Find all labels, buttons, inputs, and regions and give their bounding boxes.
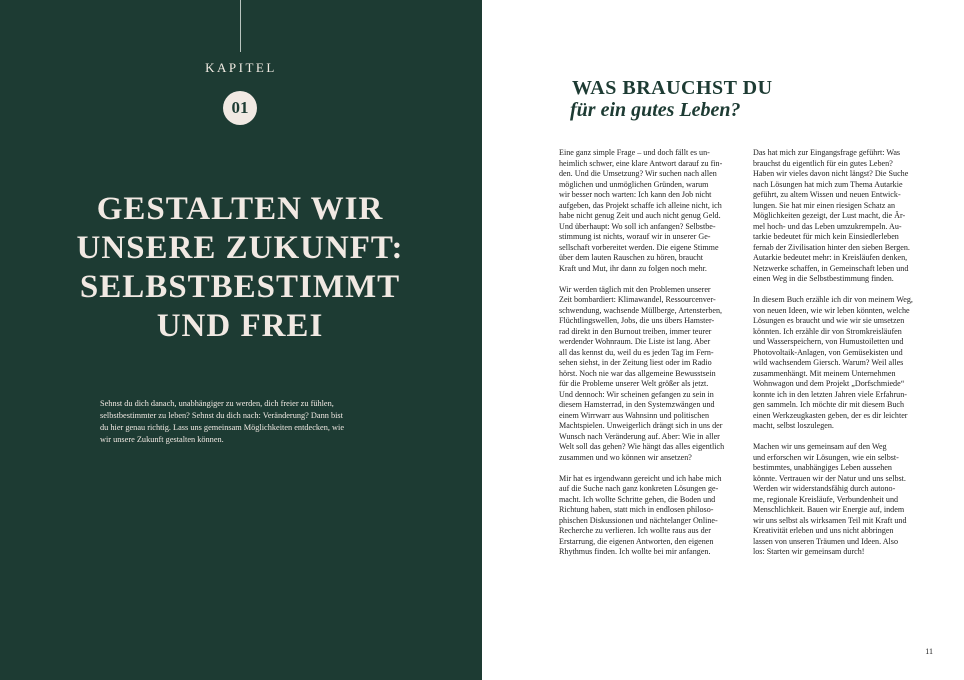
body-text-line: Welt soll das gehen? Wie hängt das alles eigentlich <box>559 442 725 451</box>
body-text-line: nach Lösungen hat mich zum Thema Autarkie <box>753 179 903 189</box>
body-text-line: Eine ganz simple Frage – und doch fällt es un- <box>559 148 710 157</box>
body-text-line: schwendung, wachsende Müllberge, Artensterben, <box>559 305 723 315</box>
body-text-line: und erforschen wir Lösungen, wie ein selbst- <box>753 452 899 462</box>
body-text-line: aufgeben, das Projekt schaffe ich alleine nicht, ich <box>559 200 722 210</box>
body-text-line: macht. Ich wollte Schritte gehen, die Boden und <box>559 494 716 504</box>
body-text-line: den. Und die Umsetzung? Wir suchen nach allen <box>559 169 717 178</box>
body-text-line: mel hoch- und das Leben umzukrempeln. Au- <box>753 221 902 231</box>
body-text-line: Zeit bombardiert: Klimawandel, Ressourcenver- <box>559 295 716 304</box>
body-text-line: los: Starten wir gemeinsam durch! <box>753 547 865 556</box>
body-text-line: Kraft und Mut, ihr dann zu folgen noch mehr. <box>559 263 707 273</box>
body-text-line: diesem Hamsterrad, in den Systemzwängen und <box>559 400 715 409</box>
body-text-line: Machen wir uns gemeinsam auf den Weg <box>753 442 887 451</box>
body-text-line: Und dennoch: Wir scheinen gefangen zu sein in <box>559 389 714 399</box>
body-text-line: einen Werkzeugkasten geben, der es dir leichter <box>753 410 908 420</box>
body-text-line: bestimmtes, unabhängiges Leben aussehen <box>753 463 892 472</box>
body-text-line: hörst. Noch nie war das allgemeine Bewusstsein <box>559 368 716 378</box>
body-text-line: Möglichkeiten gezeigt, der Lust macht, die Är- <box>753 211 906 220</box>
body-text-line: Photovoltaik-Anlagen, von Gemüsekisten und <box>753 347 903 357</box>
page-number: 11 <box>925 647 933 656</box>
body-text-line: Richtung haben, statt mich in endlosen philoso- <box>559 505 714 514</box>
body-text-line: konnte ich in den letzten Jahren viele Erfahrun- <box>753 389 907 399</box>
body-text-line: Das hat mich zur Eingangsfrage geführt: Was <box>753 148 901 157</box>
chapter-number-badge: 01 <box>223 91 257 125</box>
body-text-line: macht, selbst loszulegen. <box>753 421 834 430</box>
body-text-line: Lösungen es braucht und wie wir sie umsetzen <box>753 316 905 325</box>
body-text-line: Und überhaupt: Wo soll ich anfangen? Selbstbe- <box>559 221 716 231</box>
text-column-right <box>753 148 931 558</box>
body-text-line: wir uns selbst als wirksamen Teil mit Kraft und <box>753 515 907 525</box>
body-text-line: Wohnwagon und dem Projekt „Dorfschmiede“ <box>753 379 905 388</box>
chapter-title-line: GESTALTEN WIR <box>96 191 384 227</box>
chapter-title-line: UND FREI <box>156 308 324 344</box>
body-text-line: Wunsch nach Veränderung auf. Aber: Wie in aller <box>559 431 720 441</box>
body-text-line: einem Wirrwarr aus Wahnsinn und politischen <box>559 410 709 420</box>
body-text-line: lassen von unseren Träumen und Ideen. Also <box>753 536 898 546</box>
body-text-line: all das kennst du, weil du es jeden Tag im Fern- <box>559 347 714 357</box>
body-text-line: Netzwerke schaffen, in Gemeinschaft leben und <box>753 263 909 273</box>
body-text-line: lungen. Sie hat mir einen riesigen Schatz an <box>753 200 896 210</box>
body-text-line: habe nicht genug Zeit und auch nicht genug Geld. <box>559 211 721 220</box>
body-text-line: Wir werden täglich mit den Problemen unserer <box>559 284 711 294</box>
section-subheading: für ein gutes Leben? <box>570 99 741 121</box>
chapter-title <box>40 190 440 346</box>
body-text-line: brauchst du eigentlich für ein gutes Leben? <box>753 158 893 168</box>
intro-line: wir unsere Zukunft gestalten können. <box>100 435 224 444</box>
body-text-line: tarkie bedeutet für mich kein Einsiedlerleben <box>753 232 899 241</box>
intro-line: Sehnst du dich danach, unabhängiger zu werden, dich freier zu fühlen, <box>100 399 334 408</box>
body-text-line: Flüchtlingswellen, Jobs, die uns übers Hamster- <box>559 316 715 325</box>
section-heading: WAS BRAUCHST DU <box>572 77 773 99</box>
body-text-line: me, regionale Kreisläufe, Verbundenheit und <box>753 494 899 504</box>
body-text-line: möglichen und unmöglichen Gründen, warum <box>559 179 709 189</box>
body-text-line: phischen Diskussionen und nächtelanger Online- <box>559 515 718 525</box>
body-text-line: In diesem Buch erzähle ich dir von meinem Weg, <box>753 295 913 304</box>
body-text-line: Machtspielen. Unweigerlich drängt sich in uns der <box>559 421 723 430</box>
body-text-line: auf die Suche nach ganz konkreten Lösungen ge- <box>559 484 719 493</box>
body-text-line: einen Weg in die Selbstbestimmung finden. <box>753 274 894 283</box>
body-text-line: rad direkt in den Burnout treiben, immer teurer <box>559 326 712 336</box>
body-text-line: für die Probleme unserer Welt größer als jetzt. <box>559 379 709 388</box>
body-text-line: fernab der Zivilisation hinter den sieben Bergen. <box>753 242 910 252</box>
body-text-line: wir besser noch warten: Ich kann den Job nicht <box>559 190 712 199</box>
body-text-line: Menschlichkeit. Bauen wir Energie auf, indem <box>753 505 905 514</box>
body-text-line: Mir hat es irgendwann gereicht und ich habe mich <box>559 473 722 483</box>
paragraph-gap <box>753 432 931 443</box>
body-text-line: Rhythmus finden. Ich wollte bei mir anfangen. <box>559 547 711 556</box>
body-text-line: zusammen und wo können wir ansetzen? <box>559 452 692 462</box>
text-column-left <box>559 148 737 558</box>
body-text-line: zusammenhängt. Mit meinem Unternehmen <box>753 368 896 378</box>
body-text-line: Haben wir vieles davon nicht längst? Die Suche <box>753 169 909 178</box>
paragraph-gap <box>559 274 737 285</box>
chapter-title-line: SELBSTBESTIMMT <box>79 269 401 305</box>
chapter-title-line: UNSERE ZUKUNFT: <box>76 230 404 266</box>
intro-paragraph <box>100 398 384 446</box>
body-text-line: könnten. Ich erzähle dir von Stromkreisläufen <box>753 326 902 336</box>
body-text-line: heimlich schwer, eine klare Antwort darauf zu fin- <box>559 158 723 168</box>
body-text-line: von neuen Ideen, wie wir leben könnten, welche <box>753 305 910 315</box>
body-text-line: Autarkie bedeutet mehr: in Kreisläufen denken, <box>753 253 908 262</box>
body-text-line: geführt, zu altem Wissen und neuen Entwick- <box>753 190 901 199</box>
body-text-line: Erstarrung, die eigenen Antworten, den eigenen <box>559 536 714 546</box>
kapitel-label: KAPITEL <box>205 60 277 75</box>
body-text-line: werdender Wohnraum. Die Liste ist lang. Aber <box>559 337 711 346</box>
intro-line: du hier genau richtig. Lass uns gemeinsam Möglichkeiten entdecken, wie <box>100 423 344 432</box>
body-text-line: könnte. Vertrauen wir der Natur und uns selbst. <box>753 473 906 483</box>
intro-line: selbstbestimmter zu leben? Sehnst du dich nach: Veränderung? Dann bist <box>100 411 343 420</box>
body-text-line: Werden wir widerstandsfähig durch autono- <box>753 484 896 493</box>
body-text-line: und Wasserspeichern, von Humustoiletten und <box>753 337 904 346</box>
body-text-line: wild wachsendem Giersch. Warum? Weil alles <box>753 358 904 367</box>
top-rule <box>240 0 241 52</box>
paragraph-gap <box>753 285 931 296</box>
paragraph-gap <box>559 463 737 474</box>
body-text-line: sellschaft vorbereitet werden. Die eigene Stimme <box>559 242 719 252</box>
body-text-line: sehen siehst, in der Zeitung liest oder im Radio <box>559 358 712 367</box>
body-text-line: stimmung ist nichts, worauf wir in unserer Ge- <box>559 232 711 241</box>
body-text-line: gen sammeln. Ich möchte dir mit diesem Buch <box>753 400 905 409</box>
body-text-line: über dem lauten Rauschen zu hören, braucht <box>559 253 704 262</box>
body-text-line: Recherche zu verlieren. Ich wollte raus aus der <box>559 526 711 535</box>
body-text-line: Kreativität erleben und uns nicht abbringen <box>753 526 894 535</box>
